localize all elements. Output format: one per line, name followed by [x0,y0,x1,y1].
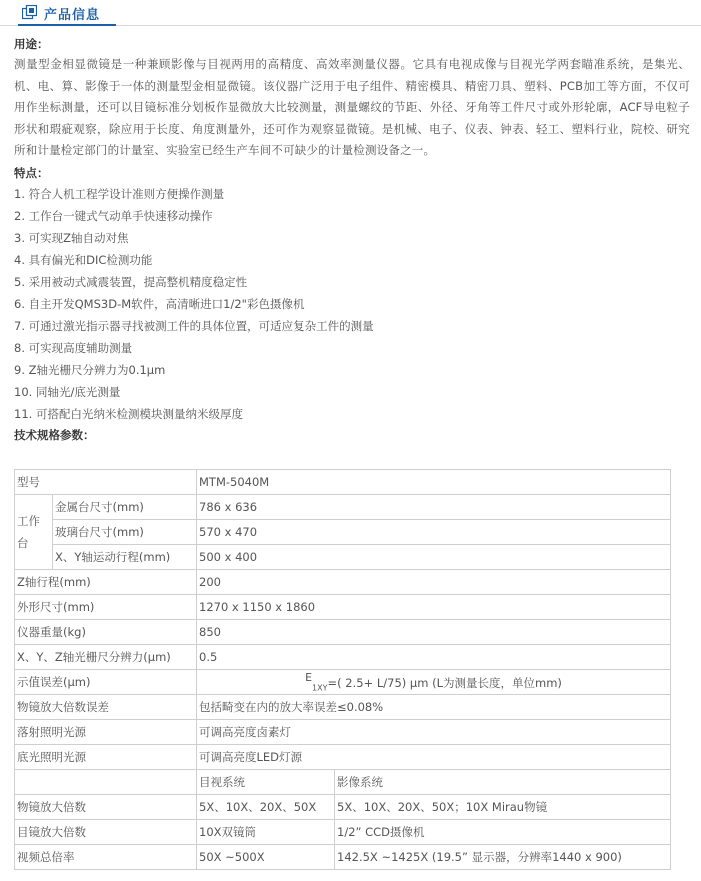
spec-value: 200 [197,570,671,595]
product-description [14,34,690,445]
feature-item: 11. 可搭配白光纳米检测模块测量纳米级厚度 [14,406,243,421]
product-info-icon [22,5,37,20]
section-title: 产品信息 [44,8,101,23]
section-title-underline [18,24,116,26]
spec-value: 142.5X ~1425X (19.5” 显示器，分辨率1440 x 900) [335,845,671,870]
table-row [15,545,671,570]
spec-value: 可调高亮度LED灯源 [197,745,671,770]
spec-label: 外形尺寸(mm) [15,595,197,620]
table-row [15,670,671,695]
table-row [15,770,671,795]
column-header: 影像系统 [335,770,671,795]
feature-item: 4. 具有偏光和DIC检测功能 [14,252,153,267]
feature-item: 5. 采用被动式减震装置，提高整机精度稳定性 [14,274,248,289]
spec-label: X、Y轴运动行程(mm) [53,545,197,570]
spec-value: 500 x 400 [197,545,671,570]
table-row [15,470,671,495]
spec-label: 落射照明光源 [15,720,197,745]
spec-label: 工作台 [15,495,53,570]
spec-value: 1/2” CCD摄像机 [335,820,671,845]
table-row [15,495,671,520]
spec-value: 850 [197,620,671,645]
table-row [15,845,671,870]
spec-label: 视频总倍率 [15,845,197,870]
spec-label: 物镜放大倍数 [15,795,197,820]
spec-label: 物镜放大倍数误差 [15,695,197,720]
table-row [15,595,671,620]
specs-label: 技术规格参数： [14,427,95,442]
spec-label: 示值误差(μm) [15,670,197,695]
table-row [15,570,671,595]
spec-value: 10X双镜筒 [197,820,335,845]
table-row [15,645,671,670]
spec-label: 玻璃台尺寸(mm) [53,520,197,545]
features-label: 特点： [14,165,49,180]
table-row [15,520,671,545]
table-row [15,695,671,720]
spec-value: 570 x 470 [197,520,671,545]
spec-value: 5X、10X、20X、50X [197,795,335,820]
spec-label: Z轴行程(mm) [15,570,197,595]
feature-item: 3. 可实现Z轴自动对焦 [14,230,129,245]
table-row [15,745,671,770]
spec-value: 50X ~500X [197,845,335,870]
section-header [0,0,701,26]
feature-item: 9. Z轴光栅尺分辨力为0.1μm [14,362,166,377]
feature-item: 10. 同轴光/底光测量 [14,384,121,399]
table-row [15,820,671,845]
table-row [15,720,671,745]
feature-item: 8. 可实现高度辅助测量 [14,340,133,355]
spec-value: 包括畸变在内的放大率误差≤0.08% [197,695,671,720]
table-row [15,795,671,820]
formula-symbol: E [305,671,313,685]
spec-value: 0.5 [197,645,671,670]
spec-value: 5X、10X、20X、50X；10X Mirau物镜 [335,795,671,820]
feature-item: 2. 工作台一键式气动单手快速移动操作 [14,208,213,223]
spec-label: 目镜放大倍数 [15,820,197,845]
error-formula [197,670,671,695]
table-row [15,620,671,645]
spec-label: 金属台尺寸(mm) [53,495,197,520]
spec-table [14,469,671,870]
spec-value: 786 x 636 [197,495,671,520]
spec-label: X、Y、Z轴光栅尺分辨力(μm) [15,645,197,670]
spec-value: 1270 x 1150 x 1860 [197,595,671,620]
spec-value: MTM-5040M [197,470,671,495]
spec-label: 型号 [15,470,197,495]
empty-cell [15,770,197,795]
column-header: 目视系统 [197,770,335,795]
feature-item: 6. 自主开发QMS3D-M软件，高清晰进口1/2"彩色摄像机 [14,296,305,311]
formula-subscript: 1XY [312,683,328,693]
spec-label: 底光照明光源 [15,745,197,770]
feature-item: 1. 符合人机工程学设计准则方便操作测量 [14,186,225,201]
spec-label: 仪器重量(kg) [15,620,197,645]
spec-value: 可调高亮度卤素灯 [197,720,671,745]
usage-text: 测量型金相显微镜是一种兼顾影像与目视两用的高精度、高效率测量仪器。它具有电视成像与目视光学两套瞄准系统，是集光、机、电、算、影像于一体的测量型金相显微镜。该仪器广泛用于电子组件、精密模具、精密刀具、塑料、PCB加工等方面，不仅可用作坐标测量，还可以目镜标准分划板作显微放大比较测量，测量螺纹的节距、外径、牙角等工件尺寸或外形轮廓，ACF导电粒子形状和瑕疵观察，除应用于长度、角度测量外，还可作为观察显微镜。是机械、电子、仪表、钟表、轻工、塑料行业，院校、研究所和计量检定部门的计量室、实验室已经生产车间不可缺少的计量检测设备之一。 [14,57,690,158]
formula-text: =( 2.5+ L/75) μm (L为测量长度，单位mm) [327,676,562,691]
feature-item: 7. 可通过激光指示器寻找被测工件的具体位置，可适应复杂工件的测量 [14,318,374,333]
usage-label: 用途： [14,37,49,51]
